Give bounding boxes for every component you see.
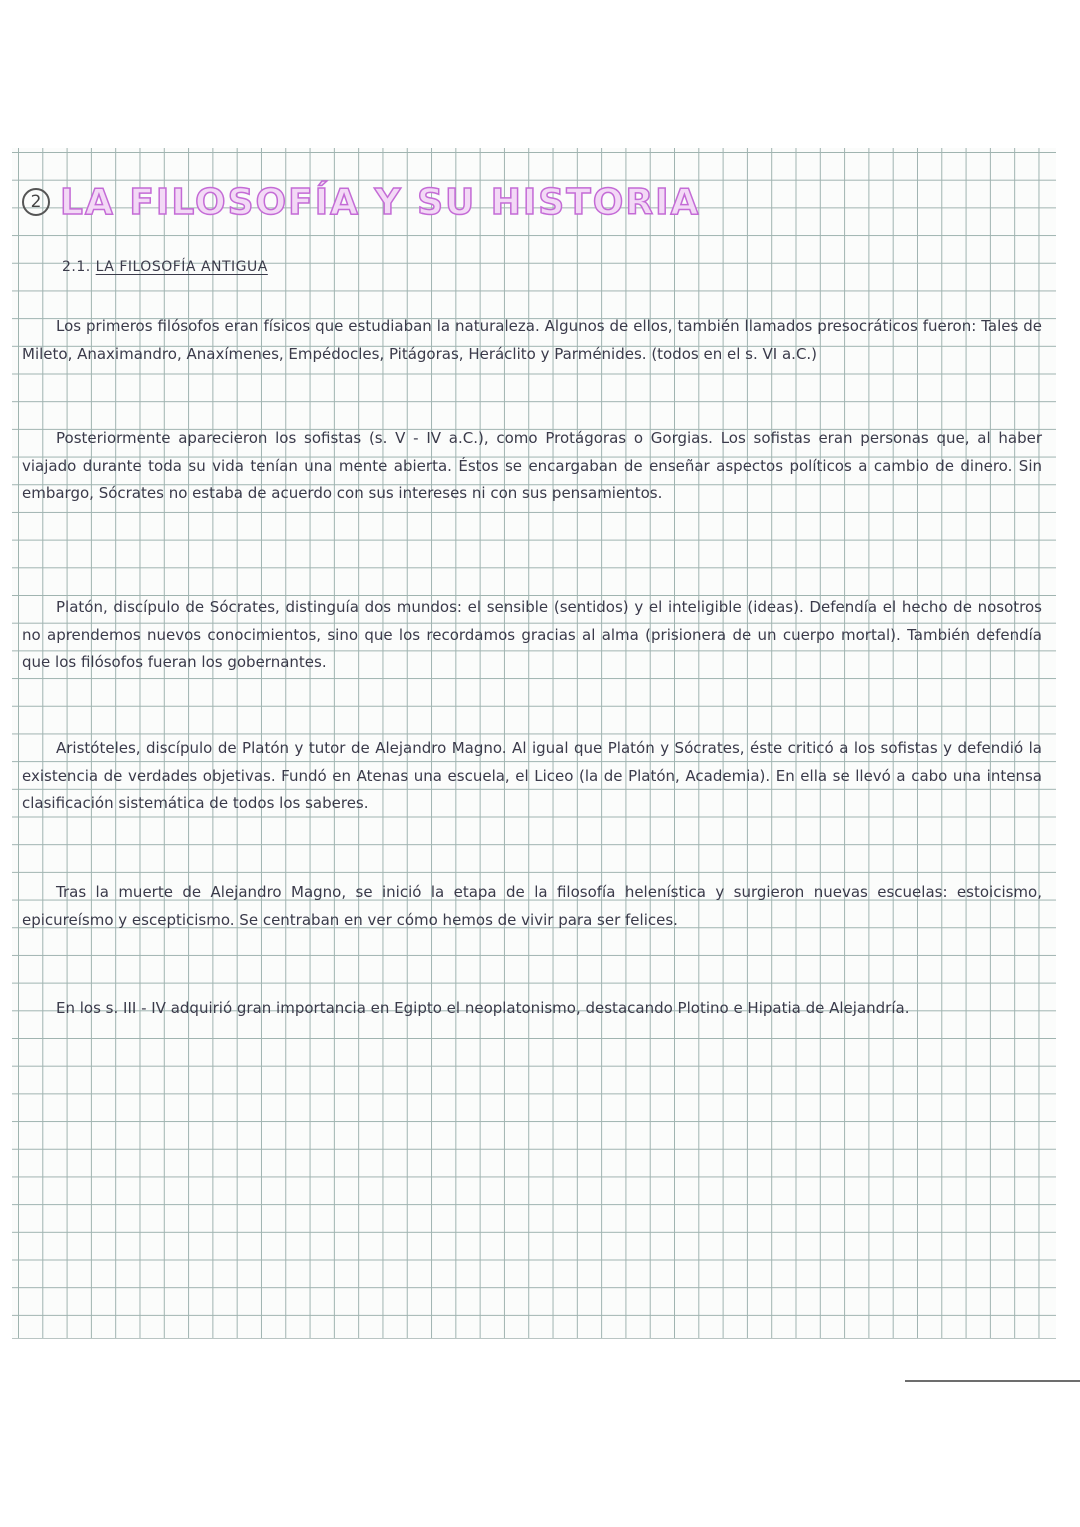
paragraph-sofistas [22,425,1042,508]
page-edge-line [905,1380,1080,1382]
paragraph-helenistica [22,879,1042,934]
section-heading-text: LA FILOSOFÍA ANTIGUA [95,259,268,275]
paragraph-platon [22,594,1042,677]
title-text: LA FILOSOFÍA Y SU HISTORIA [60,181,701,223]
section-heading [62,259,268,275]
paragraph-presocraticos [22,313,1042,368]
paragraph-text: Los primeros filósofos eran físicos que estudiaban la naturaleza. Algunos de ellos, también llamados presocráticos fueron: Tales de Mileto, Anaximandro, Anaxímenes, Empédocles, Pitágoras, Heráclito y Parménides. (todos en el s. VI a.C.) [22,317,1042,363]
paragraph-text: Platón, discípulo de Sócrates, distinguía dos mundos: el sensible (sentidos) y el inteligible (ideas). Defendía el hecho de nosotros no aprendemos nuevos conocimientos, sino que los recordamos gracias al alma (prisionera de un cuerpo mortal). También defendía que los filósofos fueran los gobernantes. [22,598,1042,672]
paragraph-text: Tras la muerte de Alejandro Magno, se inició la etapa de la filosofía helenística y surgieron nuevas escuelas: estoicismo, epicureísmo y escepticismo. Se centraban en ver cómo hemos de vivir para ser felices. [22,883,1042,929]
paragraph-aristoteles [22,735,1042,818]
title-number-circle: 2 [22,188,50,216]
paragraph-text: Posteriormente aparecieron los sofistas (s. V - IV a.C.), como Protágoras o Gorgias. Los sofistas eran personas que, al haber viajado durante toda su vida tenían una mente abierta. Éstos se encargaban de enseñar aspectos políticos a cambio de dinero. Sin embargo, Sócrates no estaba de acuerdo con sus intereses ni con sus pensamientos. [22,429,1042,503]
page-title [22,180,700,224]
section-number: 2.1. [62,259,91,275]
paragraph-text: En los s. III - IV adquirió gran importancia en Egipto el neoplatonismo, destacando Plotino e Hipatia de Alejandría. [56,999,910,1017]
paragraph-text: Aristóteles, discípulo de Platón y tutor de Alejandro Magno. Al igual que Platón y Sócrates, éste criticó a los sofistas y defendió la existencia de verdades objetivas. Fundó en Atenas una escuela, el Liceo (la de Platón, Academia). En ella se llevó a cabo una intensa clasificación sistemática de todos los saberes. [22,739,1042,813]
paragraph-neoplatonismo [22,995,1042,1023]
